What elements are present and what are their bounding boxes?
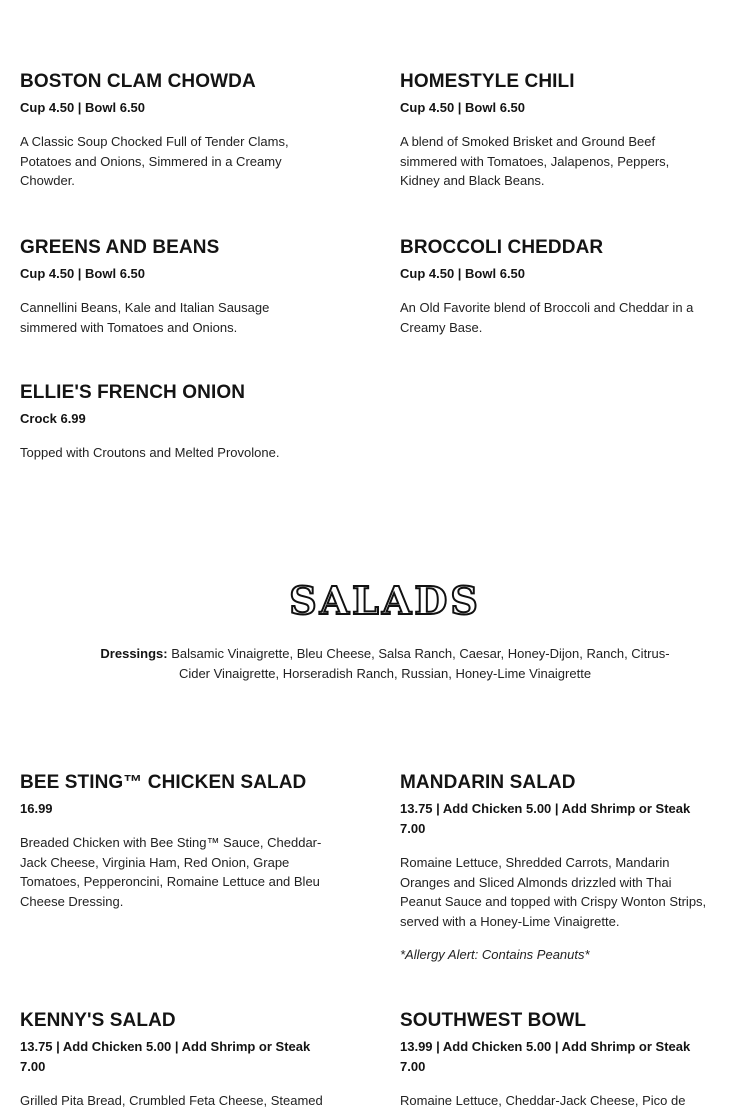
salad-item-kennys-salad [20, 1009, 330, 1111]
dressings-label: Dressings: [100, 646, 168, 661]
item-description: Grilled Pita Bread, Crumbled Feta Cheese, Steamed [20, 1093, 323, 1108]
item-description: A Classic Soup Chocked Full of Tender Clams, Potatoes and Onions, Simmered in a Creamy Chowder. [20, 134, 289, 188]
item-name: KENNY'S SALAD [20, 1010, 176, 1031]
item-name: BEE STING™ CHICKEN SALAD [20, 772, 307, 793]
salad-item-bee-sting-chicken-salad [20, 771, 330, 911]
item-description: Romaine Lettuce, Shredded Carrots, Mandarin Oranges and Sliced Almonds drizzled with Thai Peanut Sauce and topped with Crispy Wonton Strips, served with a Honey-Lime Vinaigrette. [400, 855, 707, 929]
soup-item-greens-and-beans [20, 236, 330, 337]
salad-item-southwest-bowl [400, 1009, 710, 1111]
item-name: SOUTHWEST BOWL [400, 1010, 587, 1031]
item-name: BROCCOLI CHEDDAR [400, 237, 604, 258]
soup-item-ellies-french-onion [20, 381, 330, 463]
item-name: GREENS AND BEANS [20, 237, 220, 258]
item-price: 13.75 | Add Chicken 5.00 | Add Shrimp or Steak 7.00 [20, 1039, 311, 1074]
item-name: HOMESTYLE CHILI [400, 71, 575, 92]
item-name: BOSTON CLAM CHOWDA [20, 71, 256, 92]
item-price: Cup 4.50 | Bowl 6.50 [400, 100, 526, 115]
item-price: Cup 4.50 | Bowl 6.50 [20, 266, 146, 281]
item-description: Romaine Lettuce, Cheddar-Jack Cheese, Pico de [400, 1093, 686, 1108]
item-price: Crock 6.99 [20, 411, 86, 426]
allergy-note: *Allergy Alert: Contains Peanuts* [400, 947, 590, 962]
item-description: An Old Favorite blend of Broccoli and Cheddar in a Creamy Base. [400, 300, 694, 335]
item-price: 13.75 | Add Chicken 5.00 | Add Shrimp or Steak 7.00 [400, 801, 691, 836]
soup-item-boston-clam-chowda [20, 70, 330, 191]
item-price: 16.99 [20, 801, 53, 816]
item-name: ELLIE'S FRENCH ONION [20, 382, 246, 403]
item-name: MANDARIN SALAD [400, 772, 576, 793]
item-price: Cup 4.50 | Bowl 6.50 [20, 100, 146, 115]
soup-item-homestyle-chili [400, 70, 710, 191]
dressings-info [100, 644, 670, 683]
salad-item-mandarin-salad [400, 771, 710, 965]
dressings-list: Balsamic Vinaigrette, Bleu Cheese, Salsa Ranch, Caesar, Honey-Dijon, Ranch, Citrus-Cider Vinaigrette, Horseradish Ranch, Russian, Honey-Lime Vinaigrette [171, 646, 670, 681]
item-description: Cannellini Beans, Kale and Italian Sausage simmered with Tomatoes and Onions. [20, 300, 270, 335]
item-description: Topped with Croutons and Melted Provolone. [20, 445, 280, 460]
section-title-text: SALADS [289, 578, 481, 623]
item-price: Cup 4.50 | Bowl 6.50 [400, 266, 526, 281]
item-description: Breaded Chicken with Bee Sting™ Sauce, Cheddar-Jack Cheese, Virginia Ham, Red Onion, Grape Tomatoes, Pepperoncini, Romaine Lettuce and Bleu Cheese Dressing. [20, 835, 322, 909]
item-price: 13.99 | Add Chicken 5.00 | Add Shrimp or Steak 7.00 [400, 1039, 691, 1074]
item-description: A blend of Smoked Brisket and Ground Beef simmered with Tomatoes, Jalapenos, Peppers, Kidney and Black Beans. [400, 134, 670, 188]
salads-section-title [0, 578, 730, 623]
soup-item-broccoli-cheddar [400, 236, 710, 337]
